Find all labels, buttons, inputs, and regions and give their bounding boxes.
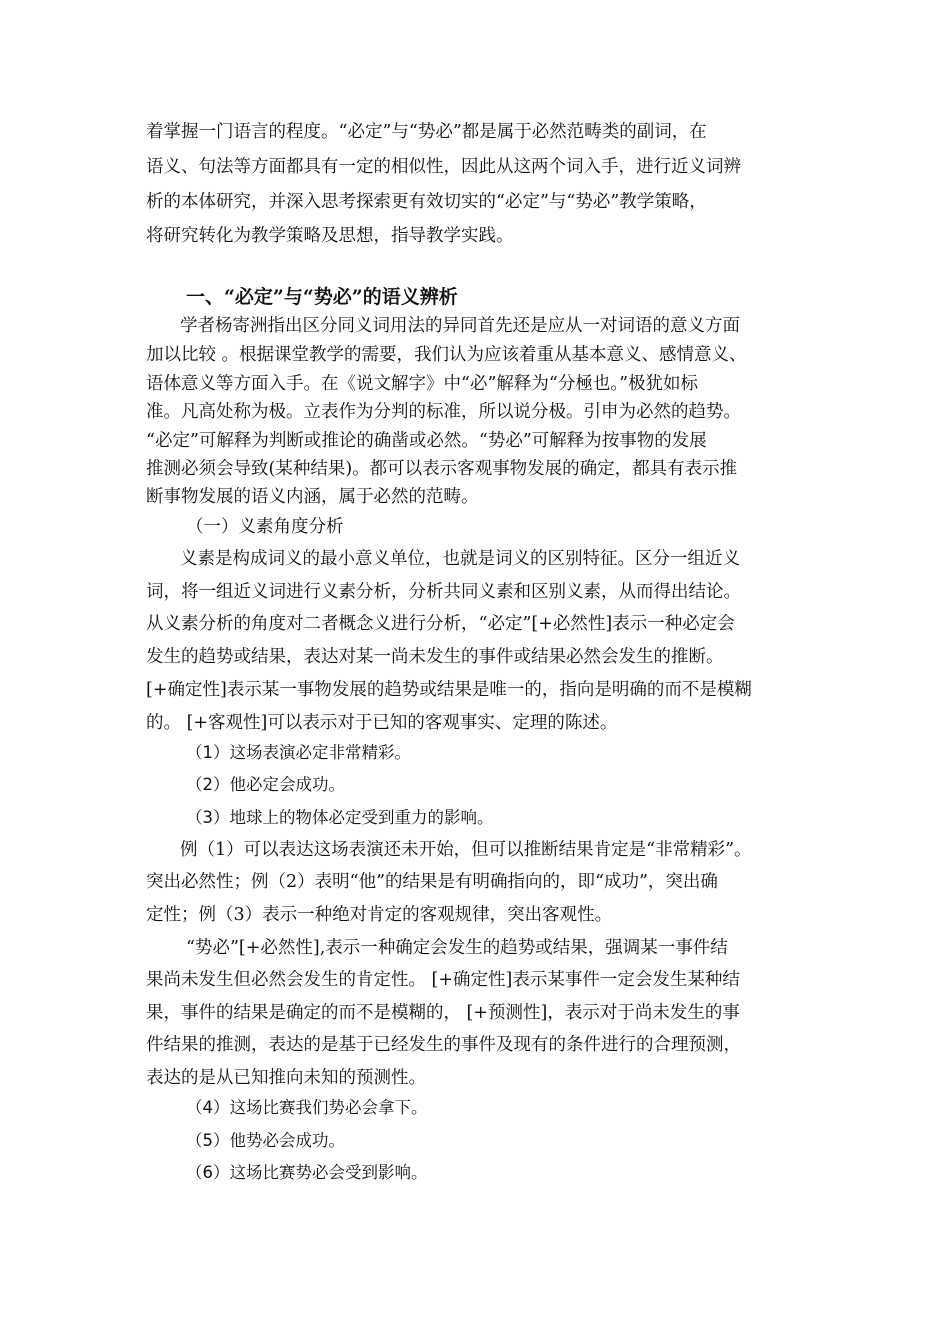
intro-line: 将研究转化为教学策略及思想，指导教学实践。 (146, 226, 514, 246)
example-sentence: （4）这场比赛我们势必会拿下。 (186, 1098, 428, 1117)
paragraph-line: 果尚未发生但必然会发生的肯定性。 [+确定性]表示某事件一定会发生某种结 (146, 970, 740, 990)
sub-heading: （一）义素角度分析 (186, 517, 344, 537)
paragraph-line: 义素是构成词义的最小意义单位，也就是词义的区别特征。区分一组近义 (180, 549, 740, 569)
paragraph-line: 定性；例（3）表示一种绝对肯定的客观规律，突出客观性。 (146, 905, 613, 925)
paragraph-line: 的。 [+客观性]可以表示对于已知的客观事实、定理的陈述。 (146, 713, 618, 733)
intro-line: 语义、句法等方面都具有一定的相似性，因此从这两个词入手，进行近义词辨 (146, 157, 741, 177)
paragraph-line: 件结果的推测，表达的是基于已经发生的事件及现有的条件进行的合理预测， (146, 1035, 741, 1055)
example-sentence: （3）地球上的物体必定受到重力的影响。 (186, 808, 494, 827)
paragraph-line: “必定”可解释为判断或推论的确凿或必然。“势必”可解释为按事物的发展 (146, 431, 707, 451)
paragraph-line: 加以比较 。根据课堂教学的需要，我们认为应该着重从基本意义、感情意义、 (146, 345, 747, 365)
paragraph-line: [+确定性]表示某一事物发展的趋势或结果是唯一的，指向是明确的而不是模糊 (146, 680, 752, 700)
paragraph-line: 断事物发展的语义内涵，属于必然的范畴。 (146, 487, 479, 507)
example-sentence: （2）他必定会成功。 (186, 775, 345, 794)
paragraph-line: 准。凡高处称为极。立表作为分判的标准，所以说分极。引申为必然的趋势。 (146, 402, 741, 422)
paragraph-line: 词，将一组近义词进行义素分析，分析共同义素和区别义素，从而得出结论。 (146, 582, 741, 602)
paragraph-line: 表达的是从已知推向未知的预测性。 (146, 1068, 426, 1088)
section-heading: 一、“必定”与“势必”的语义辨析 (186, 286, 458, 308)
paragraph-line: 学者杨寄洲指出区分同义词用法的异同首先还是应从一对词语的意义方面 (180, 316, 740, 336)
paragraph-line: 发生的趋势或结果，表达对某一尚未发生的事件或结果必然会发生的推断。 (146, 647, 724, 667)
paragraph-line: 语体意义等方面入手。在《说文解字》中“必”解释为“分極也。”极犹如标 (146, 374, 699, 394)
intro-line: 着掌握一门语言的程度。“必定”与“势必”都是属于必然范畴类的副词，在 (146, 122, 707, 142)
paragraph-line: 推测必须会导致(某种结果)。都可以表示客观事物发展的确定，都具有表示推 (146, 459, 738, 479)
paragraph-line: 例（1）可以表达这场表演还未开始，但可以推断结果肯定是“非常精彩”。 (180, 840, 752, 860)
paragraph-line: “势必”[+必然性],表示一种确定会发生的趋势或结果，强调某一事件结 (186, 938, 728, 958)
paragraph-line: 突出必然性；例（2）表明“他”的结果是有明确指向的，即“成功”，突出确 (146, 872, 718, 892)
example-sentence: （6）这场比赛势必会受到影响。 (186, 1163, 428, 1182)
intro-line: 析的本体研究，并深入思考探索更有效切实的“必定”与“势必”教学策略， (146, 192, 707, 212)
example-sentence: （5）他势必会成功。 (186, 1131, 345, 1150)
example-sentence: （1）这场表演必定非常精彩。 (186, 743, 411, 762)
paragraph-line: 从义素分析的角度对二者概念义进行分析，“必定”[+必然性]表示一种必定会 (146, 614, 735, 634)
paragraph-line: 果，事件的结果是确定的而不是模糊的， [+预测性]，表示对于尚未发生的事 (146, 1003, 740, 1023)
